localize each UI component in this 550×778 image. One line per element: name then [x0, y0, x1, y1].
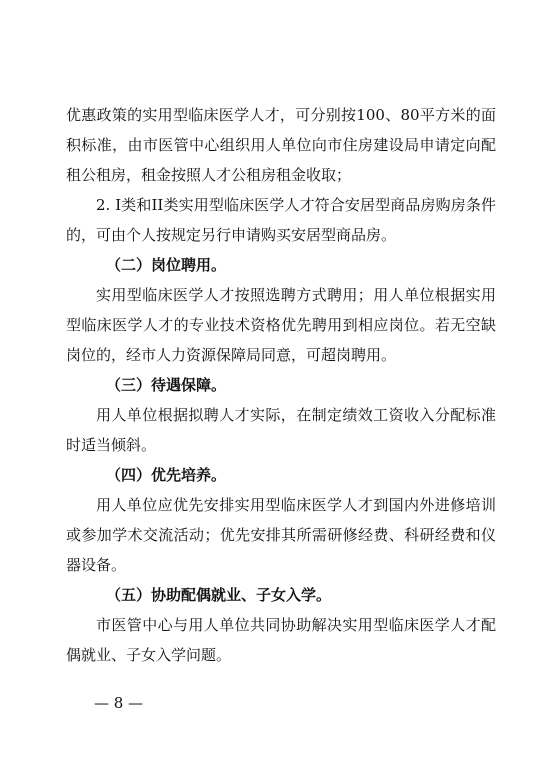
heading-treatment-guarantee: （三）待遇保障。 [106, 376, 227, 394]
paragraph-treatment-guarantee: 用人单位根据拟聘人才实际，在制定绩效工资收入分配标准时适当倾斜。 [66, 406, 496, 454]
heading-spouse-children-support: （五）协助配偶就业、子女入学。 [106, 586, 332, 604]
page-number: — 8 — [94, 694, 144, 712]
paragraph-housing-rental: 优惠政策的实用型临床医学人才，可分别按100、80平方米的面积标准，由市医管中心组织用人单位向市住房建设局申请定向配租公租房，租金按照人才公租房租金收取； [66, 106, 496, 184]
paragraph-housing-purchase: 2. I类和II类实用型临床医学人才符合安居型商品房购房条件的，可由个人按规定另行申请购买安居型商品房。 [66, 196, 496, 244]
paragraph-spouse-children-support: 市医管中心与用人单位共同协助解决实用型临床医学人才配偶就业、子女入学问题。 [66, 616, 496, 664]
paragraph-post-employment: 实用型临床医学人才按照选聘方式聘用；用人单位根据实用型临床医学人才的专业技术资格优先聘用到相应岗位。若无空缺岗位的，经市人力资源保障局同意，可超岗聘用。 [66, 286, 496, 364]
heading-post-employment: （二）岗位聘用。 [106, 256, 227, 274]
paragraph-priority-training: 用人单位应优先安排实用型临床医学人才到国内外进修培训或参加学术交流活动；优先安排其所需研修经费、科研经费和仪器设备。 [66, 496, 496, 574]
heading-priority-training: （四）优先培养。 [106, 466, 227, 484]
